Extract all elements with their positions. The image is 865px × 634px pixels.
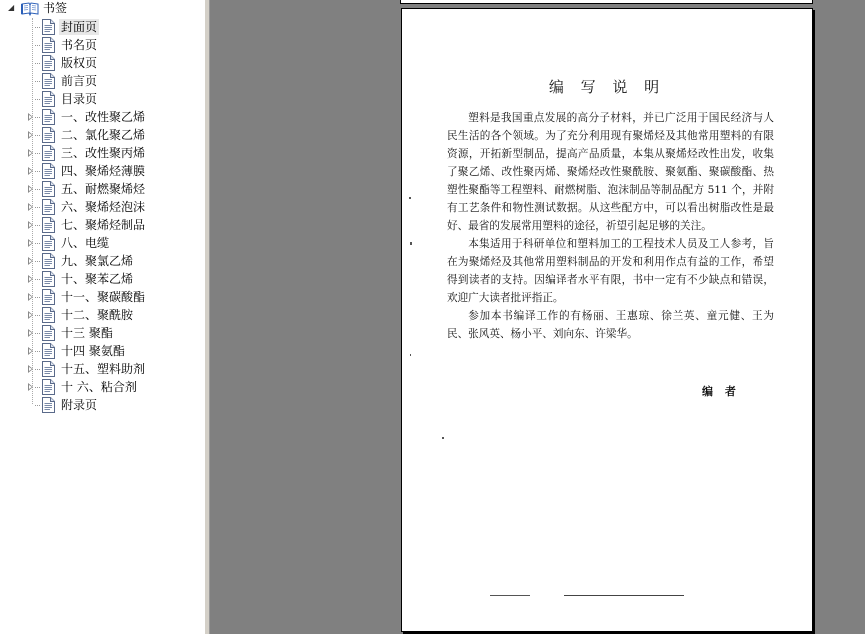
bookmark-item[interactable] (0, 324, 204, 342)
bookmark-label: 十二、聚酰胺 (61, 308, 134, 322)
scan-speck (442, 437, 444, 439)
bookmark-label: 前言页 (61, 74, 98, 88)
page-icon (41, 91, 56, 107)
bookmark-label: 二、氯化聚乙烯 (61, 128, 146, 142)
expand-triangle-icon[interactable] (28, 275, 33, 283)
bookmark-item[interactable] (0, 90, 204, 108)
tree-guide (35, 333, 40, 334)
document-page (401, 8, 813, 632)
page-icon (41, 217, 56, 233)
bookmarks-root[interactable] (0, 0, 204, 18)
bookmark-item[interactable] (0, 342, 204, 360)
bookmark-item[interactable] (0, 360, 204, 378)
bookmark-label: 三、改性聚丙烯 (61, 146, 146, 160)
bookmark-item[interactable] (0, 144, 204, 162)
document-viewer[interactable] (210, 0, 865, 634)
page-icon (41, 253, 56, 269)
signature: 编 者 (702, 385, 740, 398)
bookmark-item[interactable] (0, 108, 204, 126)
expand-triangle-icon[interactable] (28, 149, 33, 157)
expand-triangle-icon[interactable] (28, 329, 33, 337)
expand-triangle-icon[interactable] (28, 239, 33, 247)
tree-guide (35, 315, 40, 316)
paragraph: 参加本书编译工作的有杨丽、王惠琼、徐兰英、童元健、王为民、张风英、杨小平、刘向东、许梁华。 (447, 310, 774, 340)
expand-triangle-icon[interactable] (28, 257, 33, 265)
page-icon (41, 361, 56, 377)
scan-line (564, 595, 684, 596)
bookmark-item[interactable] (0, 270, 204, 288)
page-icon (41, 199, 56, 215)
bookmark-item[interactable] (0, 162, 204, 180)
bookmark-item[interactable] (0, 126, 204, 144)
bookmark-label: 十四 聚氨酯 (61, 344, 125, 358)
tree-guide (35, 369, 40, 370)
expand-triangle-icon[interactable] (28, 203, 33, 211)
page-icon (41, 235, 56, 251)
bookmark-item[interactable] (0, 36, 204, 54)
bookmark-item[interactable] (0, 378, 204, 396)
expand-triangle-icon[interactable] (28, 167, 33, 175)
tree-guide (35, 135, 40, 136)
expand-triangle-icon[interactable] (28, 221, 33, 229)
tree-guide (35, 405, 40, 406)
scan-speck (410, 354, 411, 356)
tree-guide (35, 81, 40, 82)
previous-page-edge (400, 0, 813, 4)
tree-guide (35, 153, 40, 154)
bookmark-item[interactable] (0, 234, 204, 252)
bookmark-label: 五、耐燃聚烯烃 (61, 182, 146, 196)
page-icon (41, 379, 56, 395)
tree-guide (35, 207, 40, 208)
page-icon (41, 109, 56, 125)
expand-triangle-icon[interactable] (28, 293, 33, 301)
page-icon (41, 55, 56, 71)
tree-guide (35, 171, 40, 172)
tree-guide (35, 27, 40, 28)
bookmark-label: 十三 聚酯 (61, 326, 113, 340)
tree-guide (35, 297, 40, 298)
collapse-triangle-icon[interactable]: ◢ (8, 3, 15, 12)
bookmark-label: 一、改性聚乙烯 (61, 110, 146, 124)
tree-guide (35, 63, 40, 64)
expand-triangle-icon[interactable] (28, 113, 33, 121)
expand-triangle-icon[interactable] (28, 383, 33, 391)
tree-guide (35, 243, 40, 244)
expand-triangle-icon[interactable] (28, 131, 33, 139)
page-body (447, 109, 774, 343)
scan-line (490, 595, 530, 596)
bookmark-item[interactable] (0, 216, 204, 234)
bookmark-label: 十五、塑料助剂 (61, 362, 146, 376)
bookmarks-root-label: 书签 (43, 1, 68, 15)
page-icon (41, 37, 56, 53)
bookmark-label: 书名页 (61, 38, 98, 52)
expand-triangle-icon[interactable] (28, 365, 33, 373)
bookmark-item[interactable] (0, 18, 204, 36)
bookmark-label: 目录页 (61, 92, 98, 106)
page-icon (41, 181, 56, 197)
scan-speck (409, 197, 411, 199)
bookmark-label: 十一、聚碳酸酯 (61, 290, 146, 304)
page-title: 编 写 说 明 (548, 78, 666, 96)
page-icon (41, 325, 56, 341)
bookmark-item[interactable] (0, 252, 204, 270)
page-icon (41, 307, 56, 323)
bookmark-item[interactable] (0, 72, 204, 90)
bookmark-label: 八、电缆 (61, 236, 110, 250)
page-icon (41, 271, 56, 287)
page-icon (41, 73, 56, 89)
paragraph: 本集适用于科研单位和塑料加工的工程技术人员及工人参考，旨在为聚烯烃及其他常用塑料制品的开发和利用作点有益的工作，希望得到读者的支持。因编译者水平有限，书中一定有不少缺点和错误，欢迎广大读者批评指正。 (447, 238, 774, 304)
page-icon (41, 343, 56, 359)
tree-guide (35, 261, 40, 262)
scan-speck (410, 242, 412, 245)
bookmark-label: 十 六、粘合剂 (61, 380, 137, 394)
bookmark-label: 四、聚烯烃薄膜 (61, 164, 146, 178)
bookmark-label: 九、聚氯乙烯 (61, 254, 134, 268)
expand-triangle-icon[interactable] (28, 185, 33, 193)
bookmark-label: 版权页 (61, 56, 98, 70)
page-icon (41, 19, 56, 35)
bookmarks-panel (0, 0, 204, 634)
tree-guide (35, 351, 40, 352)
paragraph: 塑料是我国重点发展的高分子材料，并已广泛用于国民经济与人民生活的各个领域。为了充分利用现有聚烯烃及其他常用塑料的有限资源，开拓新型制品，提高产品质量，本集从聚烯烃改性出发，收集了聚乙烯、改性聚丙烯、聚烯烃改性聚酰胺、聚氨酯、聚碳酸酯、热塑性聚酯等工程塑料、耐燃树脂、泡沫制品等制品配方 511 个，并附有工艺条件和物性测试数据。从这些配方中，可以看出树脂改性是最好、最省的发展常用塑料的途径，祈望引起足够的关注。 (447, 112, 774, 232)
open-book-icon (21, 1, 39, 16)
bookmark-item[interactable] (0, 396, 204, 414)
bookmark-label: 封面页 (61, 20, 98, 34)
tree-guide (35, 225, 40, 226)
tree-guide (35, 99, 40, 100)
bookmark-item[interactable] (0, 288, 204, 306)
page-icon (41, 145, 56, 161)
tree-guide (35, 279, 40, 280)
bookmark-label: 附录页 (61, 398, 98, 412)
tree-guide (35, 45, 40, 46)
tree-guide (35, 117, 40, 118)
bookmark-item[interactable] (0, 180, 204, 198)
tree-guide (35, 189, 40, 190)
expand-triangle-icon[interactable] (28, 347, 33, 355)
tree-guide (35, 387, 40, 388)
page-icon (41, 163, 56, 179)
bookmark-item[interactable] (0, 198, 204, 216)
expand-triangle-icon[interactable] (28, 311, 33, 319)
bookmark-label: 六、聚烯烃泡沫 (61, 200, 146, 214)
page-icon (41, 127, 56, 143)
bookmark-item[interactable] (0, 54, 204, 72)
bookmark-label: 七、聚烯烃制品 (61, 218, 146, 232)
bookmark-item[interactable] (0, 306, 204, 324)
page-icon (41, 397, 56, 413)
page-icon (41, 289, 56, 305)
bookmark-label: 十、聚苯乙烯 (61, 272, 134, 286)
